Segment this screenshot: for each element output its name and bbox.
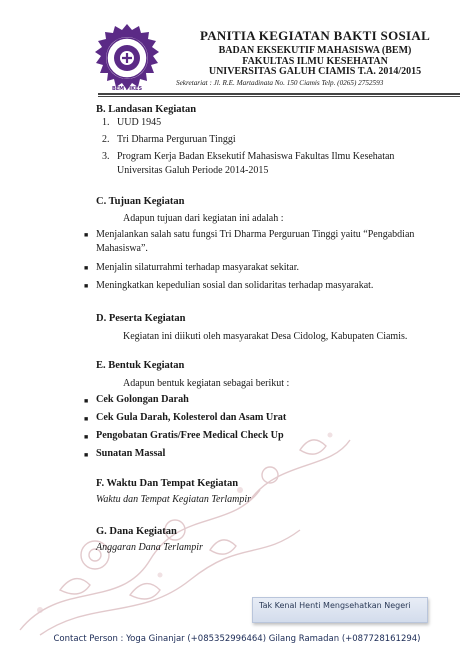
square-bullet-icon: ■ — [84, 231, 89, 239]
section-f-heading: F. Waktu Dan Tempat Kegiatan — [96, 478, 239, 489]
section-d-text: Kegiatan ini diikuti oleh masyarakat Desa Cidolog, Kabupaten Ciamis. — [123, 331, 408, 342]
org-line-2: BADAN EKSEKUTIF MAHASISWA (BEM) — [218, 45, 412, 56]
bold-bullet-item: Cek Gula Darah, Kolesterol dan Asam Urat — [96, 412, 287, 423]
header-rule — [98, 93, 460, 95]
bold-bullet-item: Sunatan Massal — [96, 448, 166, 459]
square-bullet-icon: ■ — [84, 433, 89, 441]
header-rule-thin — [98, 96, 460, 97]
section-e-heading: E. Bentuk Kegiatan — [96, 360, 185, 371]
list-item-continuation: Universitas Galuh Periode 2014-2015 — [117, 165, 269, 176]
list-number: 2. — [102, 134, 110, 145]
square-bullet-icon: ■ — [84, 397, 89, 405]
section-g-heading: G. Dana Kegiatan — [96, 526, 177, 537]
bullet-item: Menjalin silaturrahmi terhadap masyarakat sekitar. — [96, 262, 299, 273]
section-e-intro: Adapun bentuk kegiatan sebagai berikut : — [123, 378, 290, 389]
list-number: 3. — [102, 151, 110, 162]
bem-fikes-logo — [88, 23, 166, 93]
contact-person: Contact Person : Yoga Ginanjar (+085352996464) Gilang Ramadan (+087728161294) — [53, 634, 421, 644]
square-bullet-icon: ■ — [84, 451, 89, 459]
slogan-box — [252, 597, 428, 623]
list-item: Tri Dharma Perguruan Tinggi — [117, 134, 236, 145]
bold-bullet-item: Pengobatan Gratis/Free Medical Check Up — [96, 430, 284, 441]
list-number: 1. — [102, 117, 110, 128]
section-b-heading: B. Landasan Kegiatan — [96, 104, 197, 115]
section-f-text: Waktu dan Tempat Kegiatan Terlampir — [96, 494, 252, 505]
square-bullet-icon: ■ — [84, 282, 89, 290]
square-bullet-icon: ■ — [84, 264, 89, 272]
list-item: UUD 1945 — [117, 117, 162, 128]
org-line-3: FAKULTAS ILMU KESEHATAN — [242, 56, 388, 67]
section-c-intro: Adapun tujuan dari kegiatan ini adalah : — [123, 213, 284, 224]
org-line-4: UNIVERSITAS GALUH CIAMIS T.A. 2014/2015 — [208, 66, 422, 77]
bullet-item-continuation: Mahasiswa”. — [96, 243, 148, 254]
square-bullet-icon: ■ — [84, 415, 89, 423]
section-g-text: Anggaran Dana Terlampir — [96, 542, 203, 553]
org-address: Sekretariat : Jl. R.E. Martadinata No. 150 Ciamis Telp. (0265) 2752593 — [176, 79, 384, 87]
logo-text: BEM FIKES — [111, 86, 143, 92]
slogan-text: Tak Kenal Henti Mengsehatkan Negeri — [259, 601, 411, 610]
org-title: PANITIA KEGIATAN BAKTI SOSIAL — [199, 28, 431, 43]
bullet-item: Menjalankan salah satu fungsi Tri Dharma Perguruan Tinggi yaitu “Pengabdian — [96, 229, 415, 240]
bold-bullet-item: Cek Golongan Darah — [96, 394, 189, 405]
section-c-heading: C. Tujuan Kegiatan — [96, 196, 185, 207]
bullet-item: Meningkatkan kepedulian sosial dan solidaritas terhadap masyarakat. — [96, 280, 374, 291]
list-item: Program Kerja Badan Eksekutif Mahasiswa Fakultas Ilmu Kesehatan — [117, 151, 395, 162]
section-d-heading: D. Peserta Kegiatan — [96, 313, 186, 324]
